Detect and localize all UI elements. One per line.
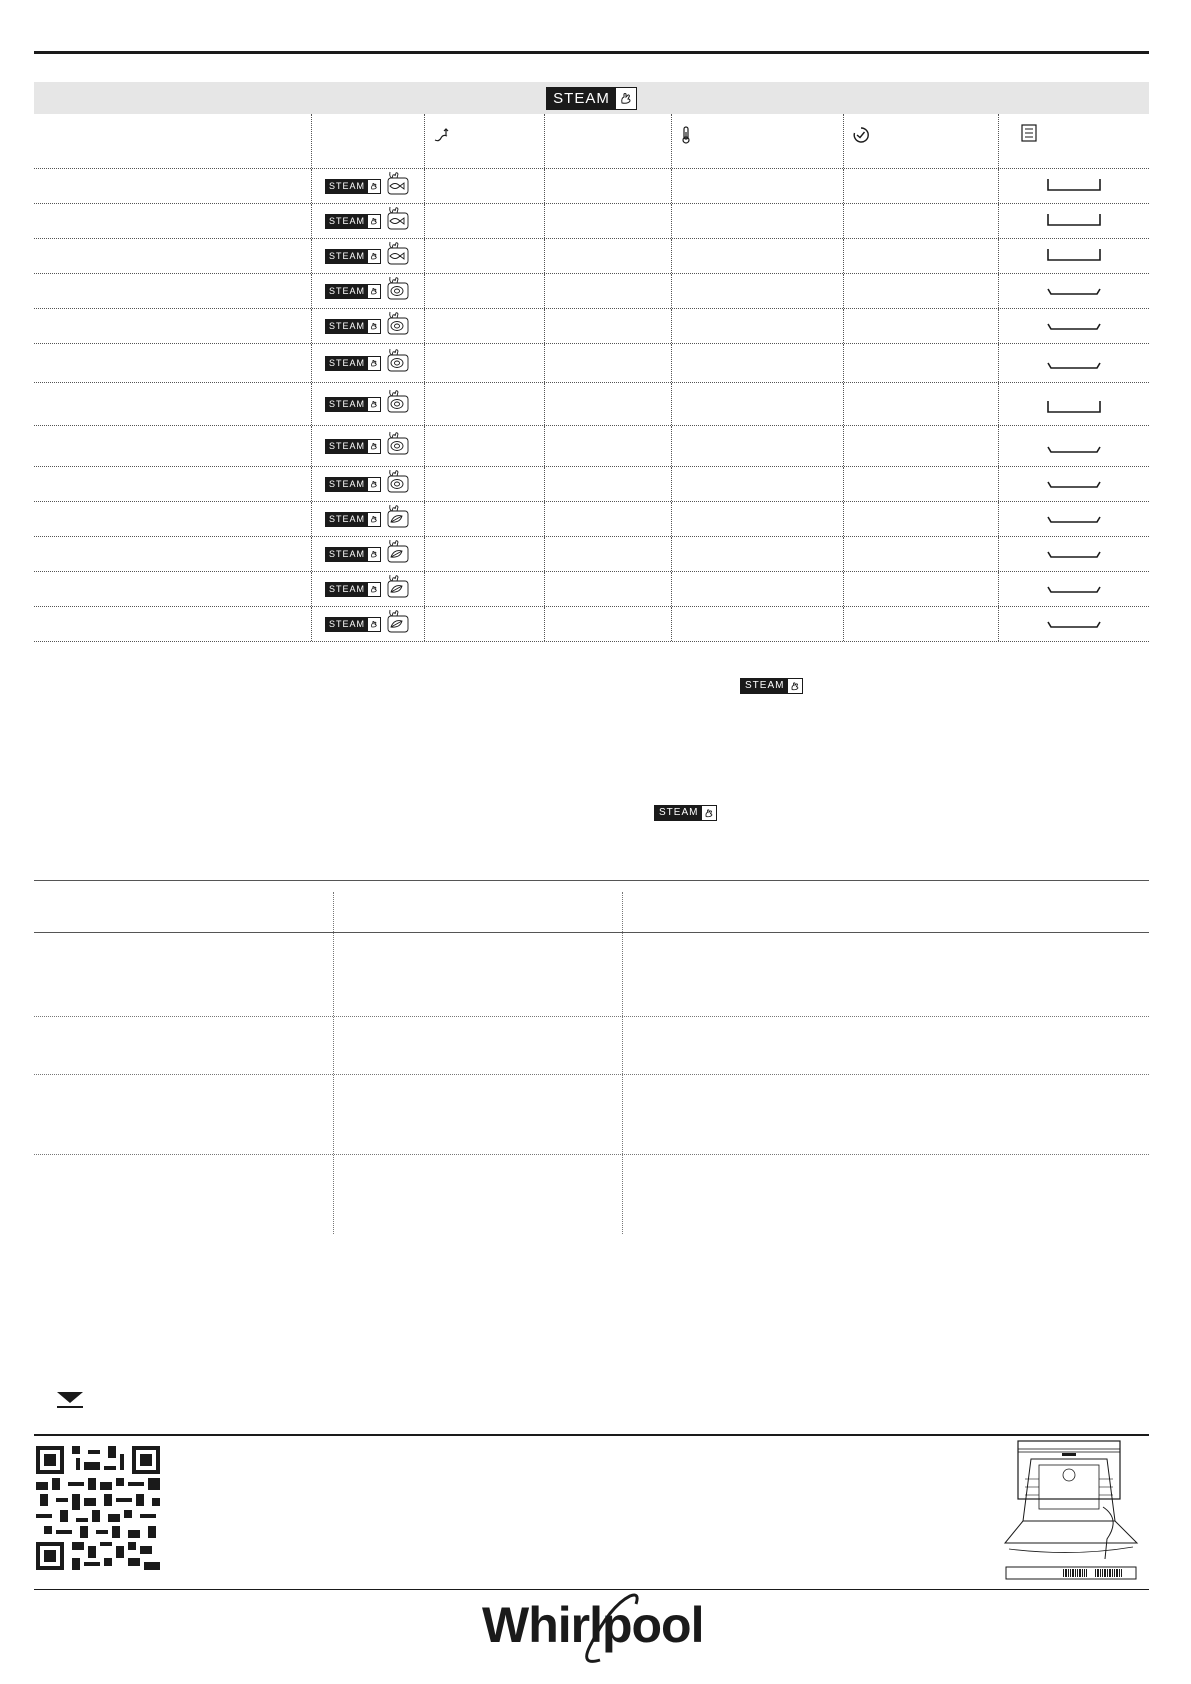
row-function-cell [311, 467, 425, 501]
row-food-cell [34, 502, 311, 536]
row-temperature-cell [671, 426, 844, 466]
row-temperature-cell [671, 169, 844, 203]
row-food-cell [34, 204, 311, 238]
steam-hand-icon [702, 806, 716, 820]
steam-badge [325, 582, 381, 597]
row-level-cell [998, 383, 1150, 425]
row-level-cell [998, 204, 1150, 238]
steam-section-header [34, 82, 1149, 114]
row-level-cell [998, 169, 1150, 203]
row-time-cell [843, 344, 999, 382]
header-function-col [311, 114, 425, 168]
row-steam-cell [424, 239, 545, 273]
row-function-cell [311, 537, 425, 571]
steam-badge-inline: STEAM [654, 805, 717, 821]
steam-badge: STEAM [546, 87, 637, 110]
table-row [34, 383, 1149, 426]
shallow-tray-icon [1046, 318, 1102, 337]
row-time-cell [843, 169, 999, 203]
function-icons [325, 204, 421, 238]
steam-hand-icon [368, 478, 380, 491]
row-food-cell [34, 274, 311, 308]
steam-hand-icon [368, 357, 380, 370]
row-empty-cell [544, 537, 672, 571]
row-steam-cell [424, 309, 545, 343]
row-food-cell [34, 239, 311, 273]
row-function-cell [311, 169, 425, 203]
bottom-table-header-rule [34, 932, 1149, 933]
row-steam-cell [424, 169, 545, 203]
row-empty-cell [544, 607, 672, 641]
row-level-cell [998, 426, 1150, 466]
steam-badge [325, 477, 381, 492]
steam-hand-icon [616, 88, 636, 109]
steam-badge [325, 319, 381, 334]
shallow-tray-icon [1046, 441, 1102, 460]
row-level-cell [998, 309, 1150, 343]
table-row [34, 537, 1149, 572]
steam-badge-label: STEAM [326, 513, 368, 526]
shallow-tray-icon [1046, 511, 1102, 530]
row-steam-cell [424, 537, 545, 571]
row-empty-cell [544, 467, 672, 501]
function-icons [325, 274, 421, 308]
row-food-cell [34, 169, 311, 203]
row-time-cell [843, 309, 999, 343]
row-empty-cell [544, 383, 672, 425]
top-divider [34, 51, 1149, 54]
row-food-cell [34, 607, 311, 641]
row-steam-cell [424, 204, 545, 238]
steam-hand-icon [368, 320, 380, 333]
row-function-cell [311, 572, 425, 606]
row-empty-cell [544, 344, 672, 382]
row-steam-cell [424, 572, 545, 606]
steam-badge-label: STEAM [326, 285, 368, 298]
row-time-cell [843, 607, 999, 641]
meat-icon [386, 429, 410, 464]
row-level-cell [998, 607, 1150, 641]
steam-hand-icon [368, 215, 380, 228]
steam-badge-label: STEAM [326, 215, 368, 228]
row-level-cell [998, 344, 1150, 382]
deep-tray-icon [1046, 400, 1102, 419]
shallow-tray-icon [1046, 581, 1102, 600]
whirlpool-logo [480, 1590, 712, 1670]
table-row [34, 426, 1149, 467]
row-steam-cell [424, 467, 545, 501]
meat-icon [386, 467, 410, 502]
row-empty-cell [544, 309, 672, 343]
row-empty-cell [544, 502, 672, 536]
steam-hand-icon [368, 583, 380, 596]
row-level-cell [998, 239, 1150, 273]
bottom-table-top-rule [34, 880, 1149, 881]
meat-icon [386, 346, 410, 381]
table-row [34, 467, 1149, 502]
vegetable-icon [386, 502, 410, 537]
row-empty-cell [544, 239, 672, 273]
steam-hand-icon [368, 250, 380, 263]
footer-divider [34, 1434, 1149, 1436]
table-row [34, 169, 1149, 204]
steam-level-icon [433, 126, 451, 149]
row-steam-cell [424, 383, 545, 425]
row-food-cell [34, 344, 311, 382]
row-function-cell [311, 239, 425, 273]
row-steam-cell [424, 502, 545, 536]
row-food-cell [34, 537, 311, 571]
row-empty-cell [544, 169, 672, 203]
row-temperature-cell [671, 572, 844, 606]
row-function-cell [311, 426, 425, 466]
steam-cooking-table [34, 114, 1149, 642]
row-temperature-cell [671, 344, 844, 382]
vegetable-icon [386, 537, 410, 572]
function-icons [325, 169, 421, 203]
row-time-cell [843, 502, 999, 536]
deep-tray-icon [1046, 248, 1102, 267]
row-function-cell [311, 607, 425, 641]
row-steam-cell [424, 607, 545, 641]
row-food-cell [34, 309, 311, 343]
vegetable-icon [386, 572, 410, 607]
steam-hand-icon [368, 513, 380, 526]
steam-hand-icon [368, 618, 380, 631]
function-icons [325, 426, 421, 466]
shallow-tray-icon [1046, 616, 1102, 635]
steam-badge-label: STEAM [326, 320, 368, 333]
row-time-cell [843, 274, 999, 308]
row-food-cell [34, 426, 311, 466]
row-temperature-cell [671, 502, 844, 536]
header-steam-col [424, 114, 545, 168]
steam-hand-icon [368, 548, 380, 561]
row-food-cell [34, 467, 311, 501]
row-time-cell [843, 204, 999, 238]
row-function-cell [311, 383, 425, 425]
row-level-cell [998, 502, 1150, 536]
steam-badge [325, 179, 381, 194]
row-temperature-cell [671, 309, 844, 343]
steam-badge [325, 547, 381, 562]
row-time-cell [843, 239, 999, 273]
table-header-row [34, 114, 1149, 169]
header-empty-col [544, 114, 672, 168]
steam-badge-label: STEAM [326, 583, 368, 596]
row-level-cell [998, 467, 1150, 501]
function-icons [325, 607, 421, 641]
steam-badge [325, 356, 381, 371]
shallow-tray-icon [1046, 546, 1102, 565]
function-icons [325, 502, 421, 536]
table-row [34, 344, 1149, 383]
timer-icon [852, 126, 870, 149]
meat-icon [386, 309, 410, 344]
steam-hand-icon [368, 440, 380, 453]
function-icons [325, 383, 421, 425]
header-temperature-col [671, 114, 844, 168]
row-time-cell [843, 537, 999, 571]
function-icons [325, 309, 421, 343]
bottom-table-row-divider [34, 1074, 1149, 1075]
steam-badge [325, 214, 381, 229]
row-time-cell [843, 467, 999, 501]
steam-badge-label: STEAM [326, 478, 368, 491]
row-level-cell [998, 572, 1150, 606]
row-temperature-cell [671, 383, 844, 425]
steam-badge-label: STEAM [326, 180, 368, 193]
row-food-cell [34, 383, 311, 425]
row-function-cell [311, 204, 425, 238]
row-level-cell [998, 537, 1150, 571]
table-row [34, 274, 1149, 309]
steam-badge [325, 397, 381, 412]
steam-hand-icon [788, 679, 802, 693]
row-temperature-cell [671, 467, 844, 501]
row-function-cell [311, 344, 425, 382]
vegetable-icon [386, 607, 410, 642]
steam-hand-icon [368, 180, 380, 193]
row-function-cell [311, 502, 425, 536]
fish-icon [386, 204, 410, 239]
table-row [34, 309, 1149, 344]
steam-badge-label: STEAM [326, 548, 368, 561]
steam-badge [325, 284, 381, 299]
bottom-table-row-divider [34, 1016, 1149, 1017]
row-temperature-cell [671, 607, 844, 641]
bottom-table-col-divider [333, 892, 334, 1234]
row-time-cell [843, 572, 999, 606]
shallow-tray-icon [1046, 283, 1102, 302]
row-empty-cell [544, 426, 672, 466]
row-food-cell [34, 572, 311, 606]
function-icons [325, 344, 421, 382]
function-icons [325, 239, 421, 273]
table-row [34, 204, 1149, 239]
function-icons [325, 572, 421, 606]
steam-badge [325, 617, 381, 632]
row-steam-cell [424, 274, 545, 308]
table-row [34, 607, 1149, 642]
steam-hand-icon [368, 285, 380, 298]
row-function-cell [311, 274, 425, 308]
header-level-col [998, 114, 1150, 168]
fish-icon [386, 239, 410, 274]
steam-badge [325, 249, 381, 264]
table-row [34, 502, 1149, 537]
svg-text:Whirlpool: Whirlpool [482, 1597, 704, 1653]
oven-product-label-icon [1003, 1439, 1139, 1594]
row-temperature-cell [671, 204, 844, 238]
steam-badge-label: STEAM [326, 440, 368, 453]
meat-icon [386, 274, 410, 309]
header-food-col [34, 114, 311, 168]
deep-tray-icon [1046, 213, 1102, 232]
temperature-icon [680, 126, 692, 149]
fish-icon [386, 169, 410, 204]
bottom-table-col-divider [622, 892, 623, 1234]
table-row [34, 572, 1149, 607]
steam-badge-label: STEAM [326, 250, 368, 263]
row-empty-cell [544, 274, 672, 308]
row-temperature-cell [671, 537, 844, 571]
row-steam-cell [424, 344, 545, 382]
row-level-cell [998, 274, 1150, 308]
shallow-tray-icon [1046, 476, 1102, 495]
row-empty-cell [544, 204, 672, 238]
meat-icon [386, 387, 410, 422]
steam-hand-icon [368, 398, 380, 411]
function-icons [325, 467, 421, 501]
row-temperature-cell [671, 274, 844, 308]
table-row [34, 239, 1149, 274]
steam-badge [325, 512, 381, 527]
steam-badge [325, 439, 381, 454]
header-time-col [843, 114, 999, 168]
qr-code-icon[interactable] [36, 1446, 160, 1575]
function-icons [325, 537, 421, 571]
row-function-cell [311, 309, 425, 343]
row-time-cell [843, 383, 999, 425]
shelf-level-icon [1021, 124, 1037, 147]
bottom-table-row-divider [34, 1154, 1149, 1155]
steam-badge-inline: STEAM [740, 678, 803, 694]
row-empty-cell [544, 572, 672, 606]
download-arrow-icon[interactable] [56, 1391, 84, 1414]
row-steam-cell [424, 426, 545, 466]
row-time-cell [843, 426, 999, 466]
steam-badge-label: STEAM [326, 398, 368, 411]
row-temperature-cell [671, 239, 844, 273]
steam-badge-label: STEAM [326, 357, 368, 370]
shallow-tray-icon [1046, 357, 1102, 376]
deep-tray-icon [1046, 178, 1102, 197]
steam-badge-label: STEAM [326, 618, 368, 631]
